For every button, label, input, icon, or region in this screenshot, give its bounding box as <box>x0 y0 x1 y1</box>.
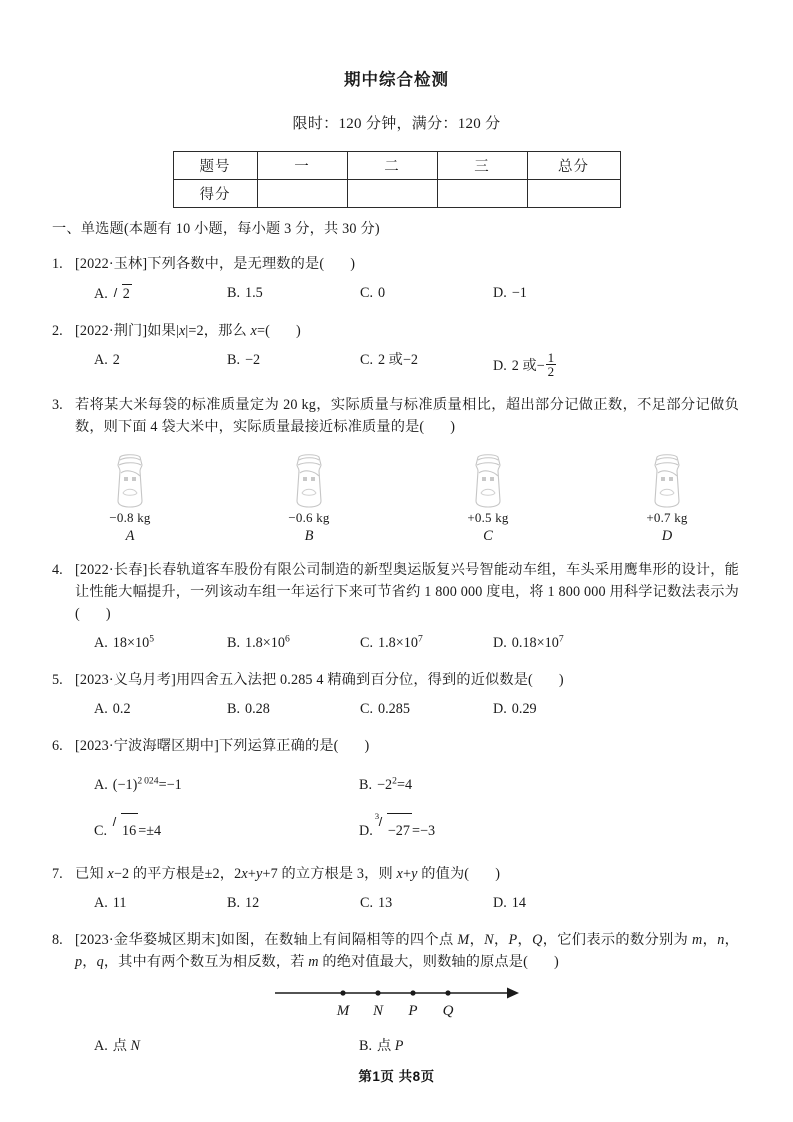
question-8 <box>52 929 739 1057</box>
option-d[interactable]: D. 2 或− $\frac{1}{2}$ <box>493 349 555 380</box>
rice-bag-icon <box>467 449 509 511</box>
number-line-label-m: M <box>336 1002 349 1019</box>
option-row <box>52 700 739 720</box>
question-number: 2. <box>52 322 63 339</box>
score-table-container <box>0 132 793 208</box>
rice-bag-icon <box>109 449 151 511</box>
option-c[interactable]: C. $1.8\times 10^7$ <box>360 633 423 651</box>
rice-bag-weight: +0.5 kg <box>467 510 509 526</box>
exam-constraints: 限时：120 分钟，满分：120 分 <box>292 115 501 132</box>
sqrt-icon: 16 <box>112 813 138 848</box>
option-b[interactable]: B. $-2^2=4$ <box>359 774 413 793</box>
number-line-label-q: Q <box>442 1002 453 1019</box>
question-6 <box>52 735 739 848</box>
question-1 <box>52 253 739 305</box>
option-b[interactable]: B. 1.5 <box>227 284 263 301</box>
rice-bag-option-a[interactable] <box>82 449 178 544</box>
table-row <box>173 151 620 179</box>
option-row <box>52 768 739 802</box>
question-3 <box>52 394 739 544</box>
number-line-point-m <box>340 990 345 995</box>
score-entry-cell[interactable] <box>257 179 347 207</box>
question-4 <box>52 559 739 654</box>
option-d[interactable]: D. 3 −27 =−3 <box>359 813 435 848</box>
question-number: 1. <box>52 255 63 272</box>
option-c[interactable]: C. 2 或−2 <box>360 351 418 368</box>
fraction-one-half: $\frac{1}{2}$ <box>547 349 555 380</box>
option-row <box>52 894 739 914</box>
option-a[interactable]: A. $(-1)^{2 024}=-1$ <box>94 774 182 793</box>
number-line-point-p <box>410 990 415 995</box>
table-row <box>173 179 620 207</box>
section-heading-single-choice: 一、单选题(本题有 10 小题，每小题 3 分，共 30 分) <box>52 220 380 237</box>
option-a[interactable]: A. 0.2 <box>94 700 131 717</box>
number-line-label-p: P <box>407 1002 418 1019</box>
exam-content <box>0 208 793 1057</box>
score-table-cell: 三 <box>437 151 527 179</box>
rice-bag-label: B <box>304 528 314 545</box>
option-a[interactable]: A. 2 <box>94 351 120 368</box>
question-number: 8. <box>52 931 63 948</box>
question-stem: [2022·玉林]下列各数中，是无理数的是( ) <box>75 255 356 272</box>
question-stem: [2022·荆门]如果|x|=2，那么 x=( ) <box>75 322 301 339</box>
score-entry-cell[interactable] <box>527 179 620 207</box>
option-b[interactable]: B. 12 <box>227 894 260 911</box>
option-d[interactable]: D. 0.29 <box>493 700 537 717</box>
option-b[interactable]: B. 点 P <box>359 1037 404 1054</box>
score-table-row-label: 得分 <box>173 179 257 207</box>
question-stem: 若将某大米每袋的标准质量定为 20 kg，实际质量与标准质量相比，超出部分记做正数，不足部分记做负数，则下面 4 袋大米中，实际质量最接近标准质量的是( ) <box>75 397 739 436</box>
score-table-cell: 总分 <box>527 151 620 179</box>
rice-bag-weight: −0.8 kg <box>109 510 151 526</box>
option-d[interactable]: D. −1 <box>493 284 527 301</box>
option-row <box>52 1037 739 1057</box>
question-number: 3. <box>52 397 63 414</box>
rice-bag-icon <box>646 449 688 511</box>
option-c[interactable]: C. 13 <box>360 894 393 911</box>
question-7 <box>52 863 739 914</box>
rice-bag-label: A <box>125 528 135 545</box>
score-entry-cell[interactable] <box>347 179 437 207</box>
option-b[interactable]: B. 0.28 <box>227 700 270 717</box>
page-title: 期中综合检测 <box>344 71 449 89</box>
page-footer: 第1页 共8页 <box>358 1069 435 1084</box>
question-5 <box>52 669 739 720</box>
rice-bag-option-b[interactable] <box>261 449 357 544</box>
number-line-point-q <box>445 990 450 995</box>
sqrt-icon: 2 <box>113 284 132 305</box>
option-row <box>52 634 739 654</box>
option-row <box>52 284 739 305</box>
score-table-cell: 二 <box>347 151 437 179</box>
option-a[interactable]: A. 点 N <box>94 1037 141 1054</box>
rice-bag-weight: +0.7 kg <box>646 510 688 526</box>
question-stem: [2022·长春]长春轨道客车股份有限公司制造的新型奥运版复兴号智能动车组，车头采用鹰隼形的设计，能让性能大幅提升，一列该动车组一年运行下来可节省约 1 800 000 度电，将 1 800 000 用科学记数法表示为( ) <box>75 561 739 622</box>
score-table-cell: 一 <box>257 151 347 179</box>
rice-bag-label: C <box>483 528 493 545</box>
question-stem: 已知 x−2 的平方根是±2，2x+y+7 的立方根是 3，则 x+y 的值为( ) <box>75 865 501 882</box>
number-line-label-n: N <box>372 1002 383 1019</box>
score-entry-cell[interactable] <box>437 179 527 207</box>
number-line-svg <box>271 982 521 1028</box>
option-a[interactable]: A. 11 <box>94 894 127 911</box>
score-table-row-label: 题号 <box>173 151 257 179</box>
question-stem: [2023·金华婺城区期末]如图，在数轴上有间隔相等的四个点 M，N，P，Q，它们表示的数分别为 m，n，p，q，其中有两个数互为相反数，若 m 的绝对值最大，则数轴的原点是( ) <box>75 931 739 970</box>
option-c[interactable]: C. 0.285 <box>360 700 410 717</box>
question-number: 4. <box>52 561 63 578</box>
option-b[interactable]: B. −2 <box>227 351 261 368</box>
option-d[interactable]: D. 14 <box>493 894 526 911</box>
rice-bag-icon <box>288 449 330 511</box>
rice-bag-weight: −0.6 kg <box>288 510 330 526</box>
question-stem: [2023·义乌月考]用四舍五入法把 0.285 4 精确到百分位，得到的近似数是( ) <box>75 671 564 688</box>
option-row <box>52 351 739 380</box>
question-number: 6. <box>52 737 63 754</box>
option-b[interactable]: B. $1.8\times 10^6$ <box>227 633 290 651</box>
option-d[interactable]: D. $0.18\times 10^7$ <box>493 633 564 651</box>
question-2 <box>52 320 739 380</box>
option-a[interactable]: A. 2 <box>94 284 227 305</box>
rice-bag-option-d[interactable] <box>619 449 715 544</box>
question-stem: [2023·宁波海曙区期中]下列运算正确的是( ) <box>75 737 370 754</box>
option-row <box>52 813 739 848</box>
option-a[interactable]: A. $18\times 10^5$ <box>94 633 155 651</box>
option-c[interactable]: C. 0 <box>360 284 386 301</box>
number-line-figure <box>52 973 739 1028</box>
rice-bag-label: D <box>661 528 673 545</box>
rice-bag-option-c[interactable] <box>440 449 536 544</box>
question-number: 5. <box>52 671 63 688</box>
question-number: 7. <box>52 865 63 882</box>
score-table <box>173 151 621 208</box>
option-c[interactable]: C. 16 =±4 <box>94 813 359 848</box>
rice-bag-figure <box>52 438 739 544</box>
cube-root-icon: 3 −27 <box>378 813 412 848</box>
number-line-point-n <box>375 990 380 995</box>
